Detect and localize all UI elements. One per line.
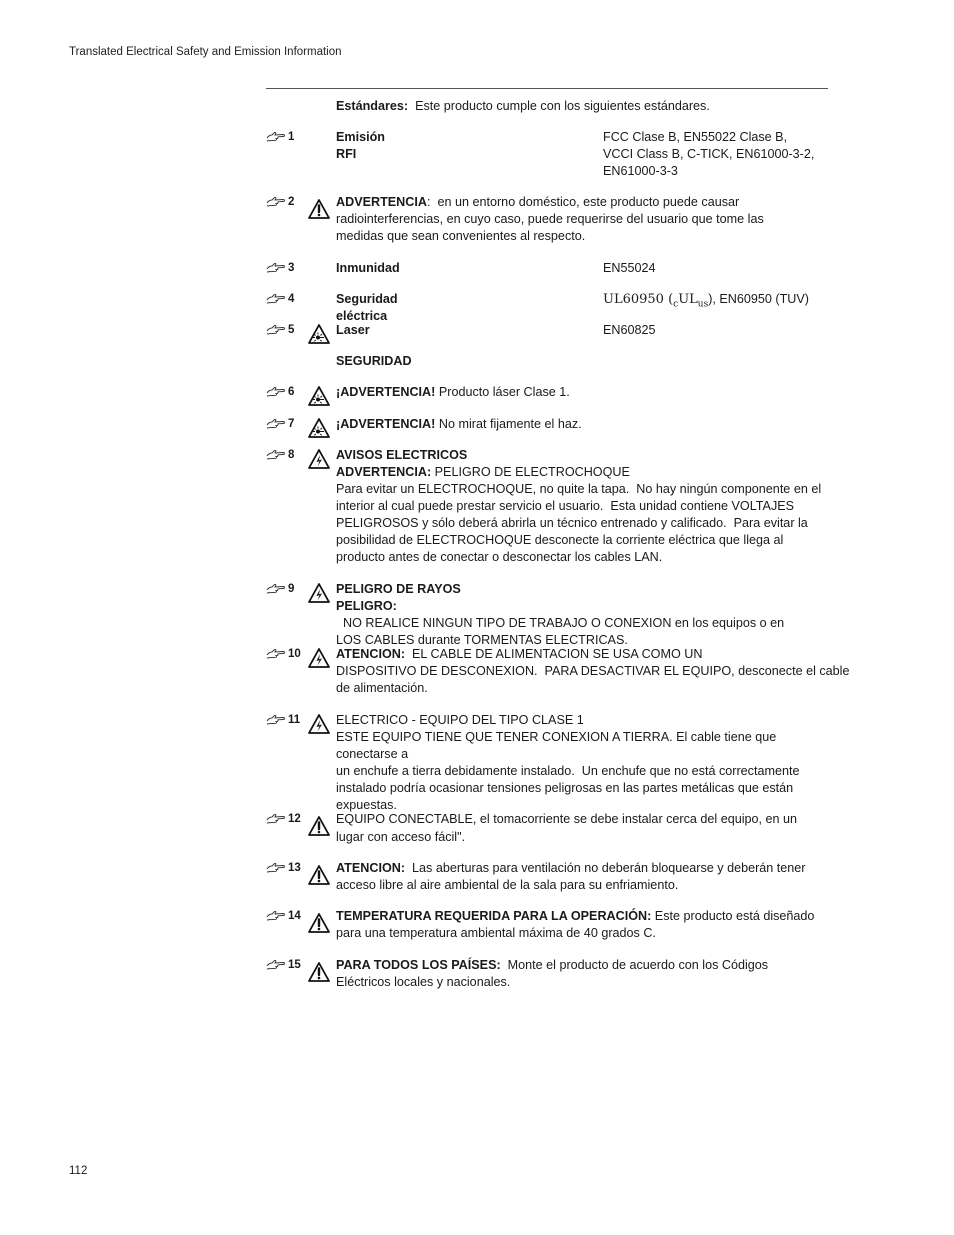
text-line: EQUIPO CONECTABLE, el tomacorriente se debe instalar cerca del equipo, en un: [336, 812, 798, 826]
text-line: medidas que sean convenientes al respecto.: [336, 229, 586, 243]
warning-triangle-icon: [308, 962, 330, 982]
intro-label: Estándares:: [336, 99, 409, 113]
pointing-hand-icon: [266, 811, 286, 825]
pointing-hand-icon: [266, 581, 286, 595]
warning-triangle-icon: [308, 865, 330, 885]
warning-text: ¡ADVERTENCIA! No mirat fijamente el haz.: [336, 417, 582, 431]
standard-label: Laser: [336, 323, 370, 337]
laser-warning-icon: [308, 324, 330, 344]
pointing-hand-icon: [266, 646, 286, 660]
standard-value: UL60950 $(_cUL_{us})$, EN60950 (TUV): [603, 292, 809, 310]
text-line: DISPOSITIVO DE DESCONEXION. PARA DESACTIVAR EL EQUIPO, desconecte el cable: [336, 664, 850, 678]
lightning-warning-icon: [308, 648, 330, 668]
text-line: ESTE EQUIPO TIENE QUE TENER CONEXION A TIERRA. El cable tiene que conectarse a: [336, 730, 777, 761]
text-line: acceso libre al aire ambiental de la sala para su enfriamiento.: [336, 878, 679, 892]
item-number: 9: [288, 583, 295, 595]
item-number: 14: [288, 910, 301, 922]
text-line: Eléctricos locales y nacionales.: [336, 975, 511, 989]
standard-value: EN55024: [603, 261, 656, 275]
standard-value: EN60825: [603, 323, 656, 337]
item-number: 8: [288, 449, 295, 461]
standard-value: [603, 129, 823, 180]
laser-warning-icon: [308, 418, 330, 438]
lightning-warning-icon: [308, 714, 330, 734]
value-line: FCC Clase B, EN55022 Clase B,: [603, 130, 788, 144]
warning-triangle-icon: [308, 816, 330, 836]
text-line: radiointerferencias, en cuyo caso, puede requerirse del usuario que tome las: [336, 212, 764, 226]
pointing-hand-icon: [266, 322, 286, 336]
warning-triangle-icon: [308, 913, 330, 933]
text-line: PARA TODOS LOS PAÍSES: Monte el producto de acuerdo con los Códigos: [336, 958, 769, 972]
text-line: un enchufe a tierra debidamente instalado. Un enchufe que no está correctamente: [336, 764, 800, 778]
warning-text: [336, 957, 828, 991]
text-line: expuestas.: [336, 798, 397, 812]
laser-warning-icon: [308, 386, 330, 406]
warning-text: [336, 860, 828, 894]
item-number: 10: [288, 648, 301, 660]
standard-label: Inmunidad: [336, 261, 400, 275]
warning-text: [336, 194, 828, 245]
warning-text: [336, 581, 828, 649]
section-heading: SEGURIDAD: [336, 354, 412, 368]
pointing-hand-icon: [266, 416, 286, 430]
text-line: ATENCION: EL CABLE DE ALIMENTACION SE USA COMO UN: [336, 647, 703, 661]
text-line: posibilidad de ELECTROCHOQUE desconecte la corriente eléctrica que llega al: [336, 533, 784, 547]
text-line: ADVERTENCIA: en un entorno doméstico, este producto puede causar: [336, 195, 740, 209]
pointing-hand-icon: [266, 260, 286, 274]
text-line: ADVERTENCIA: PELIGRO DE ELECTROCHOQUE: [336, 465, 630, 479]
header-rule: [266, 88, 828, 89]
item-number: 11: [288, 714, 301, 726]
pointing-hand-icon: [266, 908, 286, 922]
item-number: 15: [288, 959, 301, 971]
standard-label: Seguridad eléctrica: [336, 292, 398, 323]
warning-text: [336, 811, 828, 846]
item-number: 1: [288, 131, 295, 143]
text-line: PELIGRO DE RAYOS: [336, 582, 461, 596]
text-line: PELIGRO: NO REALICE NINGUN TIPO DE TRABAJO O CONEXION en los equipos o en: [336, 599, 785, 630]
intro-text: Estándares: Este producto cumple con los siguientes estándares.: [336, 99, 710, 113]
warning-text: [336, 908, 828, 942]
warning-text: ¡ADVERTENCIA! Producto láser Clase 1.: [336, 385, 570, 399]
value-line: EN61000-3-3: [603, 164, 678, 178]
lightning-warning-icon: [308, 583, 330, 603]
warning-text: [336, 646, 850, 697]
text-line: instalado podría ocasionar tensiones peligrosas en las partes metálicas que están: [336, 781, 794, 795]
lightning-warning-icon: [308, 449, 330, 469]
item-number: 5: [288, 324, 295, 336]
pointing-hand-icon: [266, 957, 286, 971]
item-number: 4: [288, 293, 295, 305]
text-line: ATENCION: Las aberturas para ventilación no deberán bloquearse y deberán tener: [336, 861, 806, 875]
pointing-hand-icon: [266, 291, 286, 305]
warning-text: [336, 447, 828, 566]
pointing-hand-icon: [266, 860, 286, 874]
text-line: interior al cual puede prestar servicio el usuario. Esta unidad contiene VOLTAJES: [336, 499, 795, 513]
item-number: 12: [288, 813, 301, 825]
item-number: 7: [288, 418, 295, 430]
text-line: PELIGROSOS y sólo deberá abrirla un técnico entrenado y calificado. Para evitar la: [336, 516, 808, 530]
pointing-hand-icon: [266, 384, 286, 398]
text-line: de alimentación.: [336, 681, 428, 695]
value-line: VCCI Class B, C-TICK, EN61000-3-2,: [603, 147, 815, 161]
text-line: para una temperatura ambiental máxima de 40 grados C.: [336, 926, 656, 940]
text-line: ELECTRICO - EQUIPO DEL TIPO CLASE 1: [336, 713, 584, 727]
text-line: Para evitar un ELECTROCHOQUE, no quite la tapa. No hay ningún componente en el: [336, 482, 822, 496]
pointing-hand-icon: [266, 447, 286, 461]
text-line: AVISOS ELECTRICOS: [336, 448, 468, 462]
pointing-hand-icon: [266, 712, 286, 726]
item-number: 13: [288, 862, 301, 874]
pointing-hand-icon: [266, 129, 286, 143]
text-line: TEMPERATURA REQUERIDA PARA LA OPERACIÓN: Este producto está diseñado: [336, 909, 815, 923]
text-line: LOS CABLES durante TORMENTAS ELECTRICAS.: [336, 633, 628, 647]
warning-text: [336, 712, 828, 814]
warning-triangle-icon: [308, 199, 330, 219]
page-number: 112: [69, 1165, 88, 1177]
item-number: 2: [288, 196, 295, 208]
item-number: 3: [288, 262, 295, 274]
text-line: lugar con acceso fácil".: [336, 830, 466, 844]
pointing-hand-icon: [266, 194, 286, 208]
running-header: Translated Electrical Safety and Emission Information: [69, 46, 342, 58]
standard-label: Emisión RFI: [336, 130, 385, 161]
item-number: 6: [288, 386, 295, 398]
text-line: producto antes de conectar o desconectar los cables LAN.: [336, 550, 663, 564]
